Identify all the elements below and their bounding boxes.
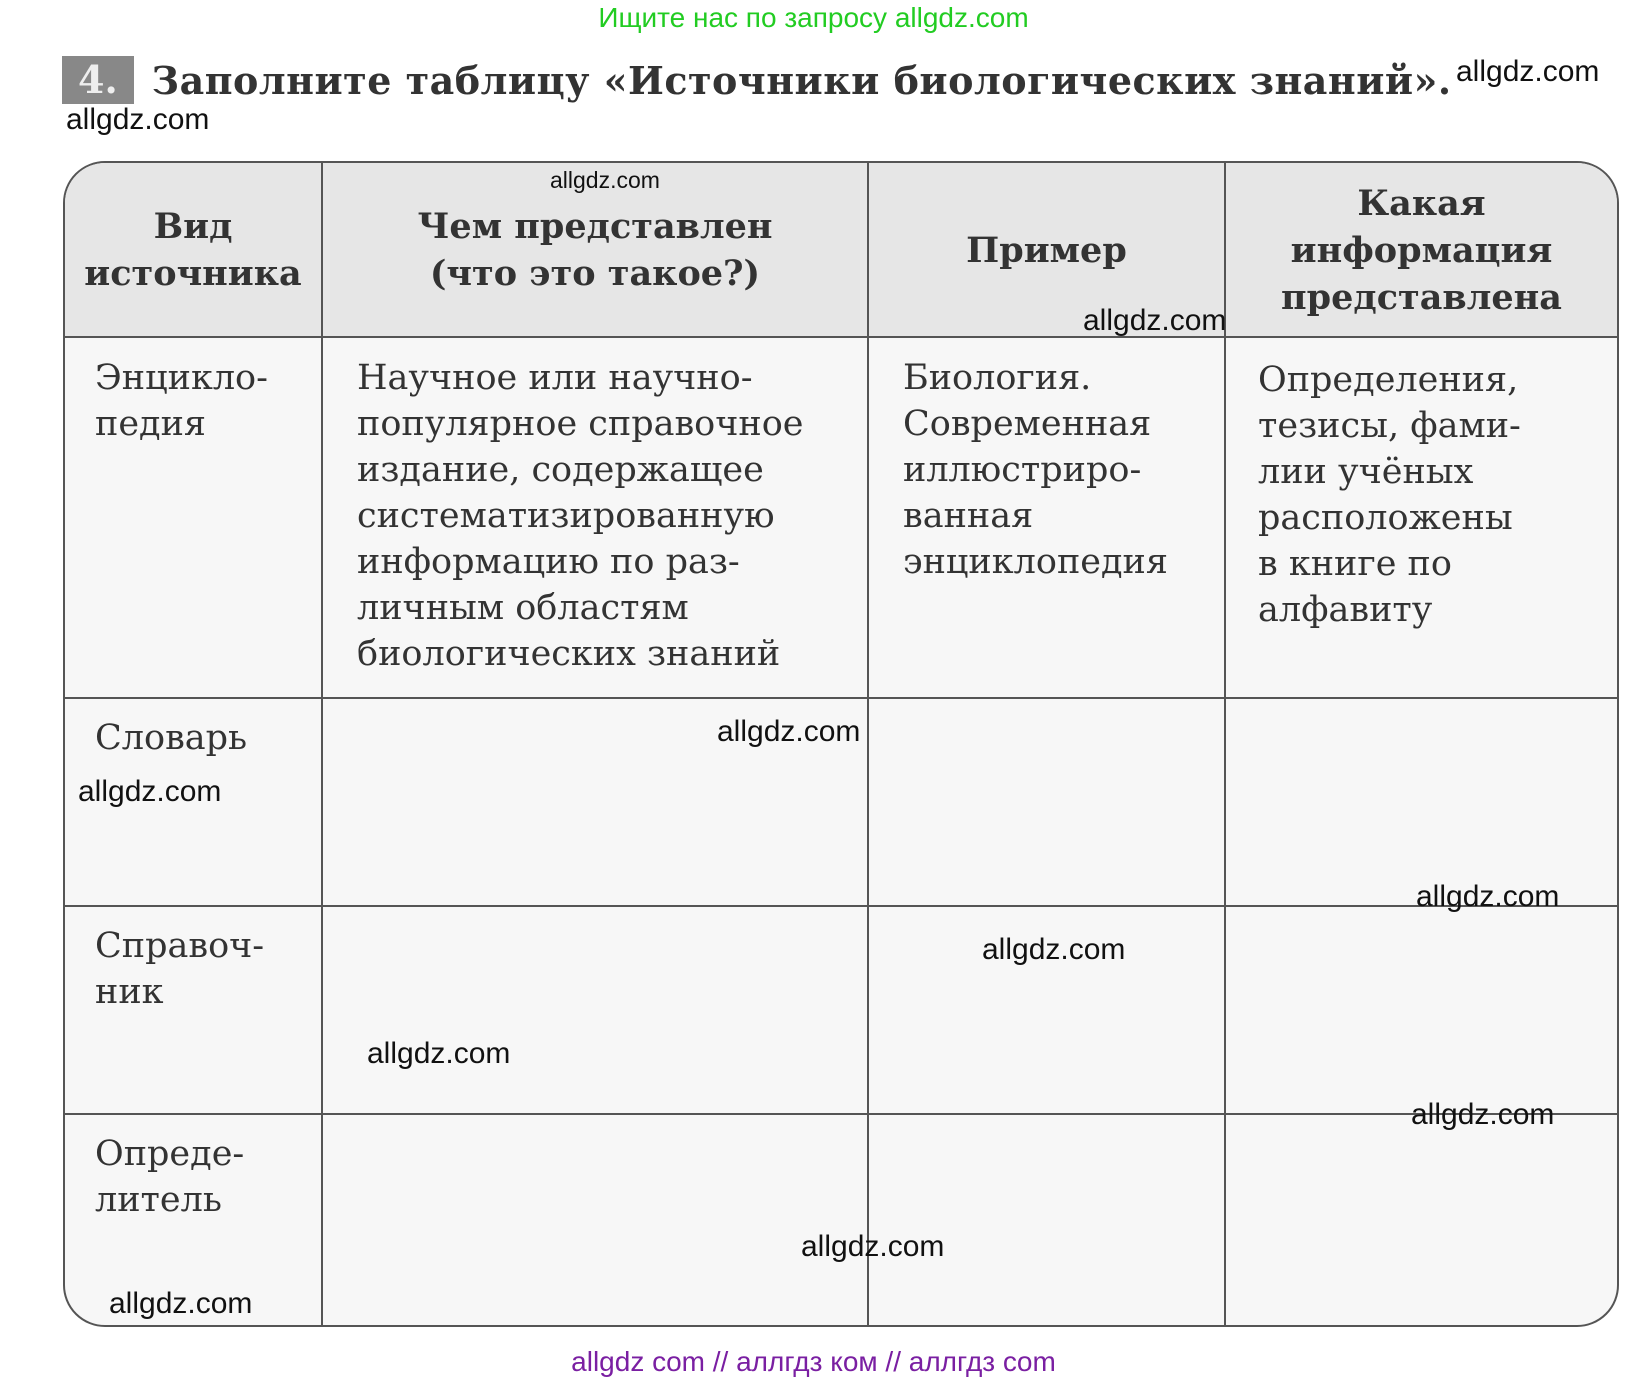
row-type: Справоч- ник — [95, 926, 265, 1012]
watermark: allgdz.com — [367, 1037, 511, 1070]
row-divider — [65, 697, 1617, 699]
watermark: allgdz.com — [1416, 880, 1560, 913]
row-divider — [65, 905, 1617, 907]
header-example: Пример — [966, 229, 1127, 271]
watermark-top: Ищите нас по запросу allgdz.com — [598, 2, 1029, 33]
row-what: Научное или научно- популярное справочное издание, содержащее систематизированную информацию по раз- личным областям биологических знаний — [357, 358, 804, 674]
watermark: allgdz.com — [717, 715, 861, 748]
watermark: allgdz.com — [1456, 55, 1600, 88]
row-type: Словарь — [95, 718, 248, 758]
header-what: Чем представлен (что это такое?) — [417, 206, 773, 294]
watermark: allgdz.com — [801, 1230, 945, 1263]
header-type: Вид источника — [84, 206, 302, 294]
row-info: Определения, тезисы, фами- лии учёных расположены в книге по алфавиту — [1258, 360, 1521, 630]
watermark: allgdz.com — [550, 167, 660, 193]
header-info: Какая информация представлена — [1281, 182, 1562, 318]
row-divider — [65, 1113, 1617, 1115]
watermark: allgdz.com — [982, 933, 1126, 966]
watermark: allgdz.com — [78, 775, 222, 808]
watermark: allgdz.com — [109, 1287, 253, 1320]
watermark-bottom: allgdz com // аллгдз ком // аллгдз com — [571, 1346, 1056, 1377]
task-title: Заполните таблицу «Источники биологических знаний». — [151, 57, 1452, 103]
watermark: allgdz.com — [66, 103, 210, 136]
task-heading — [62, 56, 1452, 104]
task-number: 4. — [62, 56, 134, 104]
row-type: Опреде- литель — [95, 1134, 245, 1220]
row-example: Биология. Современная иллюстриро- ванная энциклопедия — [903, 358, 1168, 582]
row-type: Энцикло- педия — [95, 358, 268, 444]
watermark: allgdz.com — [1083, 304, 1227, 337]
watermark: allgdz.com — [1411, 1098, 1555, 1131]
